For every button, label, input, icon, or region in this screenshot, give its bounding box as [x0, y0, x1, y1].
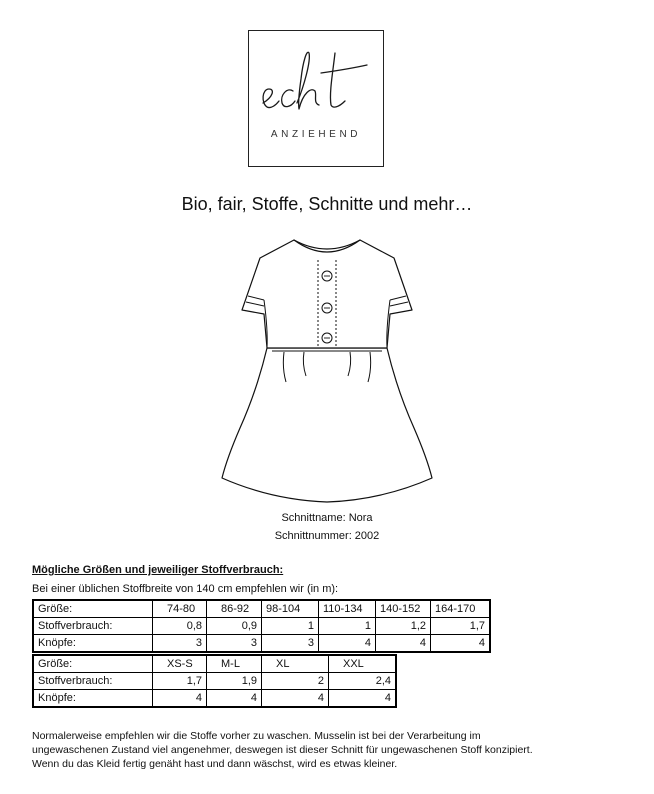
table-cell: 74-80 — [153, 600, 207, 618]
washing-note — [32, 729, 632, 771]
logo-script-echt — [249, 31, 385, 131]
header-label: Größe: — [33, 600, 153, 618]
table-cell: 98-104 — [262, 600, 319, 618]
note-line: ungewaschenen Zustand viel angenehmer, deswegen ist dieser Schnitt für ungewaschenen Stoff konzipiert. — [32, 744, 533, 756]
table-cell: XL — [262, 655, 329, 673]
note-line: Normalerweise empfehlen wir die Stoffe vorher zu waschen. Musselin ist bei der Verarbeitung im — [32, 730, 481, 742]
table-header-row — [33, 655, 396, 673]
table-cell: 4 — [431, 635, 491, 653]
sizes-table-adults — [32, 654, 397, 708]
row-label: Knöpfe: — [33, 635, 153, 653]
header-label: Größe: — [33, 655, 153, 673]
table-row — [33, 673, 396, 690]
row-label: Knöpfe: — [33, 690, 153, 708]
table-cell: XXL — [329, 655, 397, 673]
table-row — [33, 690, 396, 708]
table-cell: 4 — [207, 690, 262, 708]
table-cell: 3 — [207, 635, 262, 653]
table-cell: 2,4 — [329, 673, 397, 690]
table-cell: 3 — [153, 635, 207, 653]
dress-skirt — [222, 348, 432, 502]
table-cell: 1,7 — [153, 673, 207, 690]
sizes-subtitle: Bei einer üblichen Stoffbreite von 140 cm empfehlen wir (in m): — [32, 583, 339, 595]
table-cell: 1 — [319, 618, 376, 635]
table-cell: 4 — [376, 635, 431, 653]
table-cell: 1 — [262, 618, 319, 635]
table-cell: 0,8 — [153, 618, 207, 635]
table-cell: XS-S — [153, 655, 207, 673]
note-line: Wenn du das Kleid fertig genäht hast und dann wäschst, wird es etwas kleiner. — [32, 758, 398, 770]
table-cell: 0,9 — [207, 618, 262, 635]
table-cell: 4 — [319, 635, 376, 653]
table-row — [33, 618, 490, 635]
row-label: Stoffverbrauch: — [33, 618, 153, 635]
dress-illustration — [212, 230, 442, 510]
row-label: Stoffverbrauch: — [33, 673, 153, 690]
brand-logo — [248, 30, 384, 167]
pattern-number: Schnittnummer: 2002 — [274, 530, 380, 542]
table-cell: 86-92 — [207, 600, 262, 618]
tagline: Bio, fair, Stoffe, Schnitte und mehr… — [181, 194, 473, 214]
pattern-name: Schnittname: Nora — [281, 512, 373, 524]
table-cell: 1,2 — [376, 618, 431, 635]
table-header-row — [33, 600, 490, 618]
table-cell: 110-134 — [319, 600, 376, 618]
table-cell: 4 — [262, 690, 329, 708]
sizes-title: Mögliche Größen und jeweiliger Stoffverbrauch: — [32, 564, 284, 576]
table-cell: 1,9 — [207, 673, 262, 690]
table-cell: 140-152 — [376, 600, 431, 618]
table-cell: M-L — [207, 655, 262, 673]
table-cell: 1,7 — [431, 618, 491, 635]
table-row — [33, 635, 490, 653]
table-cell: 4 — [153, 690, 207, 708]
table-cell: 164-170 — [431, 600, 491, 618]
table-cell: 4 — [329, 690, 397, 708]
sizes-table-kids — [32, 599, 491, 653]
table-cell: 2 — [262, 673, 329, 690]
logo-subtitle: ANZIEHEND — [270, 129, 362, 140]
table-cell: 3 — [262, 635, 319, 653]
